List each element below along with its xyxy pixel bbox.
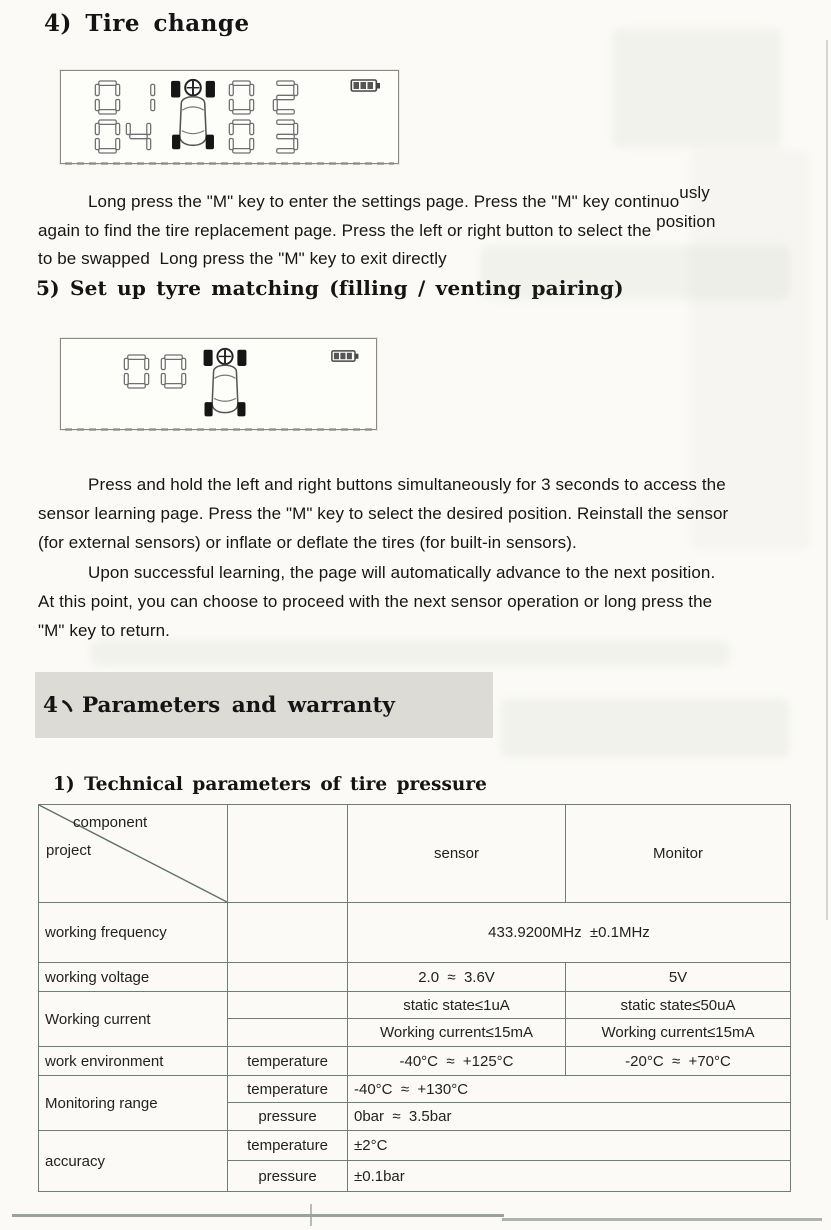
car-icon — [199, 345, 251, 425]
table-row — [39, 903, 791, 963]
row-label-working-voltage: working voltage — [39, 963, 228, 992]
section-number: 4 — [43, 693, 58, 718]
lcd-digit — [228, 80, 255, 115]
value-environment-monitor: -20°C ≈ +70°C — [566, 1047, 791, 1076]
value-accuracy-pressure: ±0.1bar — [348, 1161, 791, 1192]
lcd-digit — [94, 80, 121, 115]
section-title-technical-parameters: 1) Technical parameters of tire pressure — [53, 774, 487, 795]
table-header-row — [39, 805, 791, 903]
scan-edge-line — [12, 1214, 504, 1217]
table-cell-empty — [228, 992, 348, 1019]
row-label-monitoring-range: Monitoring range — [39, 1076, 228, 1131]
row-label-working-current: Working current — [39, 992, 228, 1047]
value-static-current-sensor: static state≤1uA — [348, 992, 566, 1019]
table-row — [39, 1076, 791, 1103]
value-accuracy-temperature: ±2°C — [348, 1131, 791, 1161]
table-corner-cell — [39, 805, 228, 903]
lcd-digit — [94, 119, 121, 154]
section-title-tyre-matching: 5) Set up tyre matching (filling / venting pairing) — [36, 276, 624, 300]
value-environment-sensor: -40°C ≈ +125°C — [348, 1047, 566, 1076]
value-working-current-monitor: Working current≤15mA — [566, 1019, 791, 1047]
paragraph-line: Upon successful learning, the page will automatically advance to the next position. — [88, 563, 716, 582]
spec-table — [38, 804, 791, 1192]
lcd-display-tire-change — [60, 70, 399, 164]
sub-label-temperature: temperature — [228, 1047, 348, 1076]
section-title-tire-change: 4) Tire change — [44, 10, 250, 37]
battery-icon — [331, 349, 359, 361]
paragraph-line: Long press the "M" key to enter the settings page. Press the "M" key continuo — [88, 192, 680, 211]
scan-artifact — [500, 698, 790, 758]
paragraph-learning-success — [38, 558, 775, 645]
paragraph-line: sensor learning page. Press the "M" key to select the desired position. Reinstall the sensor — [38, 504, 729, 523]
paragraph-line: "M" key to return. — [38, 621, 170, 640]
corner-label-component: component — [73, 814, 148, 831]
ideographic-comma-icon — [61, 693, 74, 718]
battery-icon — [350, 79, 381, 92]
table-cell-empty — [228, 1019, 348, 1047]
corner-label-project: project — [46, 842, 92, 859]
sub-label-temperature: temperature — [228, 1131, 348, 1161]
lcd-digit — [272, 119, 299, 154]
sub-label-pressure: pressure — [228, 1161, 348, 1192]
paragraph-line: to be swapped Long press the "M" key to exit directly — [38, 249, 447, 268]
paragraph-sensor-learning — [38, 470, 775, 557]
value-working-current-sensor: Working current≤15mA — [348, 1019, 566, 1047]
section-label: Parameters and warranty — [81, 693, 395, 718]
lcd-digit — [129, 80, 156, 115]
table-row — [39, 992, 791, 1019]
value-voltage-sensor: 2.0 ≈ 3.6V — [348, 963, 566, 992]
paragraph-line: again to find the tire replacement page. Press the left or right button to select the — [38, 220, 652, 240]
table-row — [39, 1047, 791, 1076]
scan-edge-tick — [310, 1204, 312, 1226]
value-monitoring-pressure: 0bar ≈ 3.5bar — [348, 1103, 791, 1131]
table-header-sensor: sensor — [348, 805, 566, 903]
value-voltage-monitor: 5V — [566, 963, 791, 992]
car-icon — [168, 76, 218, 158]
lcd-digit — [125, 119, 152, 154]
superscript-text: usly — [679, 183, 710, 202]
sub-label-temperature: temperature — [228, 1076, 348, 1103]
scan-artifact — [690, 150, 810, 550]
table-cell-empty — [228, 903, 348, 963]
paragraph-line: Press and hold the left and right buttons simultaneously for 3 seconds to access the — [88, 475, 726, 494]
scan-edge-line — [502, 1218, 822, 1221]
superscript-text: position — [656, 211, 716, 231]
row-label-accuracy: accuracy — [39, 1131, 228, 1192]
table-cell-empty — [228, 963, 348, 992]
value-static-current-monitor: static state≤50uA — [566, 992, 791, 1019]
scan-artifact — [612, 28, 782, 148]
lcd-digit — [272, 80, 299, 115]
section-heading-highlight — [35, 672, 493, 738]
lcd-display-tyre-matching — [60, 338, 377, 430]
row-label-work-environment: work environment — [39, 1047, 228, 1076]
table-row — [39, 1131, 791, 1161]
paragraph-line: At this point, you can choose to proceed with the next sensor operation or long press the — [38, 592, 713, 611]
lcd-digit — [228, 119, 255, 154]
section-title-parameters — [43, 693, 395, 718]
lcd-digit — [160, 354, 187, 389]
table-header-empty — [228, 805, 348, 903]
page-edge-line — [826, 40, 828, 920]
sub-label-pressure: pressure — [228, 1103, 348, 1131]
value-monitoring-temperature: -40°C ≈ +130°C — [348, 1076, 791, 1103]
row-label-working-frequency: working frequency — [39, 903, 228, 963]
table-header-monitor: Monitor — [566, 805, 791, 903]
value-working-frequency: 433.9200MHz ±0.1MHz — [348, 903, 791, 963]
scan-artifact — [90, 640, 730, 666]
paragraph-line: (for external sensors) or inflate or deflate the tires (for built-in sensors). — [38, 533, 577, 552]
lcd-digit — [123, 354, 150, 389]
table-row — [39, 963, 791, 992]
